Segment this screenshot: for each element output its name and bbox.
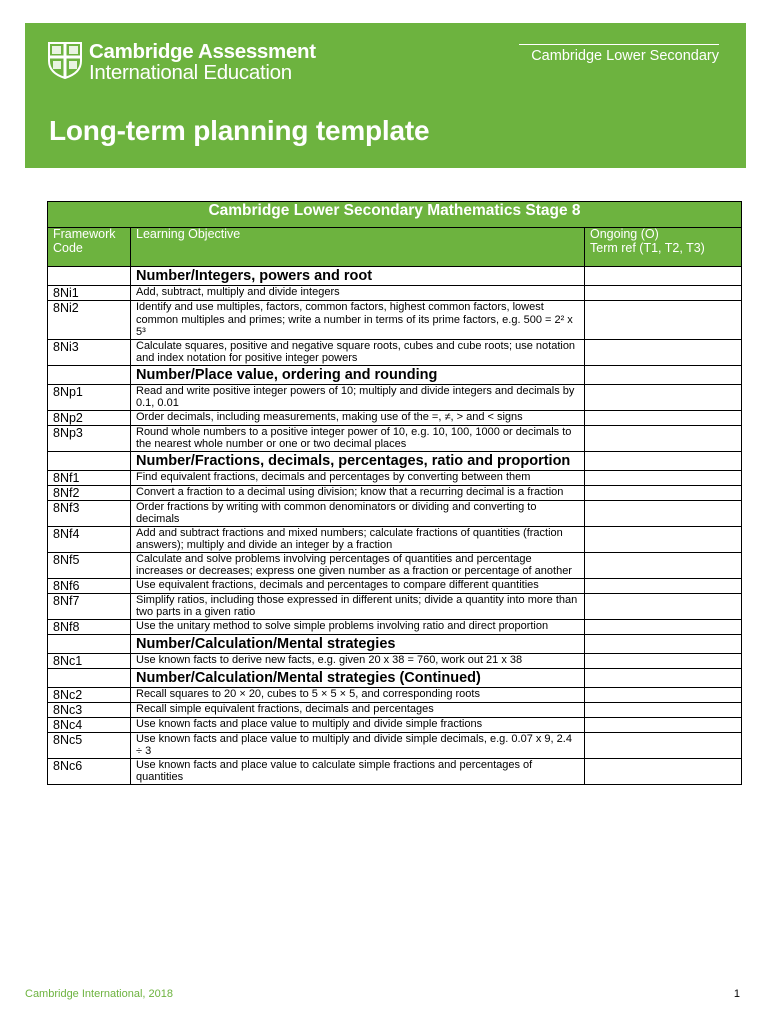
table-row [48, 687, 742, 702]
framework-code: 8Nf6 [48, 578, 131, 593]
term-ref-cell[interactable] [585, 500, 742, 526]
section-heading: Number/Place value, ordering and rounding [131, 365, 585, 384]
learning-objective: Add and subtract fractions and mixed numbers; calculate fractions of quantities (fraction answers); multiply and divide an integer by a fraction [131, 526, 585, 552]
term-ref-cell[interactable] [585, 339, 742, 365]
framework-code: 8Np1 [48, 384, 131, 410]
table-row [48, 732, 742, 758]
section-row [48, 365, 742, 384]
table-row [48, 578, 742, 593]
table-row [48, 619, 742, 634]
framework-code: 8Nf7 [48, 593, 131, 619]
table-row [48, 526, 742, 552]
header-rule [519, 44, 719, 45]
table-row [48, 593, 742, 619]
term-ref-cell[interactable] [585, 485, 742, 500]
header-ongoing-line1: Ongoing (O) [590, 227, 659, 241]
learning-objective: Recall simple equivalent fractions, decimals and percentages [131, 702, 585, 717]
section-code-cell [48, 634, 131, 653]
section-heading: Number/Integers, powers and root [131, 267, 585, 286]
table-row [48, 500, 742, 526]
table-row [48, 425, 742, 451]
learning-objective: Order fractions by writing with common denominators or dividing and converting to decimals [131, 500, 585, 526]
term-ref-cell[interactable] [585, 286, 742, 301]
term-ref-cell[interactable] [585, 717, 742, 732]
term-ref-cell[interactable] [585, 619, 742, 634]
learning-objective: Read and write positive integer powers of 10; multiply and divide integers and decimals by 0.1, 0.01 [131, 384, 585, 410]
term-ref-cell[interactable] [585, 578, 742, 593]
term-ref-cell[interactable] [585, 470, 742, 485]
learning-objective: Round whole numbers to a positive integer power of 10, e.g. 10, 100, 1000 or decimals to the nearest whole number or one or two decimal places [131, 425, 585, 451]
table-body [48, 267, 742, 785]
table-row [48, 485, 742, 500]
table-title: Cambridge Lower Secondary Mathematics Stage 8 [48, 202, 742, 228]
section-code-cell [48, 451, 131, 470]
framework-code: 8Np2 [48, 410, 131, 425]
framework-code: 8Nf4 [48, 526, 131, 552]
header-ongoing-term [585, 228, 742, 267]
header-framework-line2: Code [53, 240, 83, 255]
header-framework-line1: Framework [53, 227, 116, 241]
term-ref-cell[interactable] [585, 593, 742, 619]
table-row [48, 384, 742, 410]
page-title: Long-term planning template [49, 115, 430, 146]
framework-code: 8Nf8 [48, 619, 131, 634]
learning-objective: Calculate squares, positive and negative square roots, cubes and cube roots; use notation and index notation for positive integer powers [131, 339, 585, 365]
header-banner [25, 23, 746, 168]
term-ref-cell[interactable] [585, 758, 742, 784]
table-row [48, 470, 742, 485]
section-row [48, 451, 742, 470]
framework-code: 8Nc6 [48, 758, 131, 784]
learning-objective: Order decimals, including measurements, making use of the =, ≠, > and < signs [131, 410, 585, 425]
term-ref-cell[interactable] [585, 365, 742, 384]
section-heading: Number/Calculation/Mental strategies (Continued) [131, 668, 585, 687]
planning-table [47, 201, 742, 785]
term-ref-cell[interactable] [585, 267, 742, 286]
framework-code: 8Nc2 [48, 687, 131, 702]
footer-copyright: Cambridge International, 2018 [25, 988, 173, 1000]
header-framework-code [48, 228, 131, 267]
framework-code: 8Nf3 [48, 500, 131, 526]
learning-objective: Find equivalent fractions, decimals and percentages by converting between them [131, 470, 585, 485]
term-ref-cell[interactable] [585, 384, 742, 410]
section-row [48, 267, 742, 286]
learning-objective: Use known facts and place value to calculate simple fractions and percentages of quantities [131, 758, 585, 784]
framework-code: 8Nf1 [48, 470, 131, 485]
framework-code: 8Nc1 [48, 653, 131, 668]
logo-line1: Cambridge Assessment [89, 40, 316, 63]
term-ref-cell[interactable] [585, 687, 742, 702]
framework-code: 8Nf5 [48, 552, 131, 578]
section-heading: Number/Fractions, decimals, percentages, ratio and proportion [131, 451, 585, 470]
header-ongoing-line2: Term ref (T1, T2, T3) [590, 240, 705, 255]
cambridge-logo [47, 41, 316, 83]
framework-code: 8Nc3 [48, 702, 131, 717]
table-row [48, 410, 742, 425]
table-row [48, 653, 742, 668]
term-ref-cell[interactable] [585, 653, 742, 668]
section-row [48, 634, 742, 653]
learning-objective: Calculate and solve problems involving percentages of quantities and percentage increases or decreases; express one given number as a fraction or percentage of another [131, 552, 585, 578]
table-row [48, 717, 742, 732]
table-row [48, 758, 742, 784]
framework-code: 8Ni1 [48, 286, 131, 301]
term-ref-cell[interactable] [585, 425, 742, 451]
framework-code: 8Nf2 [48, 485, 131, 500]
learning-objective: Recall squares to 20 × 20, cubes to 5 × 5 × 5, and corresponding roots [131, 687, 585, 702]
logo-line2: International Education [89, 61, 292, 84]
table-row [48, 339, 742, 365]
learning-objective: Use known facts and place value to multiply and divide simple fractions [131, 717, 585, 732]
term-ref-cell[interactable] [585, 410, 742, 425]
framework-code: 8Np3 [48, 425, 131, 451]
term-ref-cell[interactable] [585, 668, 742, 687]
term-ref-cell[interactable] [585, 634, 742, 653]
learning-objective: Identify and use multiples, factors, common factors, highest common factors, lowest common multiples and primes; write a number in terms of its prime factors, e.g. 500 = 2² x 5³ [131, 301, 585, 340]
section-heading: Number/Calculation/Mental strategies [131, 634, 585, 653]
term-ref-cell[interactable] [585, 732, 742, 758]
table-row [48, 552, 742, 578]
table-row [48, 702, 742, 717]
term-ref-cell[interactable] [585, 451, 742, 470]
page-number: 1 [733, 988, 740, 1000]
term-ref-cell[interactable] [585, 702, 742, 717]
learning-objective: Simplify ratios, including those expressed in different units; divide a quantity into more than two parts in a given ratio [131, 593, 585, 619]
section-code-cell [48, 267, 131, 286]
crest-icon [47, 41, 83, 79]
table-row [48, 286, 742, 301]
table-row [48, 301, 742, 340]
learning-objective: Use the unitary method to solve simple problems involving ratio and direct proportion [131, 619, 585, 634]
subbrand-label: Cambridge Lower Secondary [531, 48, 719, 64]
learning-objective: Convert a fraction to a decimal using division; know that a recurring decimal is a fraction [131, 485, 585, 500]
section-row [48, 668, 742, 687]
framework-code: 8Ni3 [48, 339, 131, 365]
term-ref-cell[interactable] [585, 301, 742, 340]
framework-code: 8Ni2 [48, 301, 131, 340]
framework-code: 8Nc5 [48, 732, 131, 758]
learning-objective: Use known facts and place value to multiply and divide simple decimals, e.g. 0.07 x 9, 2.4 ÷ 3 [131, 732, 585, 758]
section-code-cell [48, 668, 131, 687]
section-code-cell [48, 365, 131, 384]
learning-objective: Use equivalent fractions, decimals and percentages to compare different quantities [131, 578, 585, 593]
header-learning-objective: Learning Objective [131, 228, 585, 267]
term-ref-cell[interactable] [585, 552, 742, 578]
framework-code: 8Nc4 [48, 717, 131, 732]
term-ref-cell[interactable] [585, 526, 742, 552]
learning-objective: Use known facts to derive new facts, e.g. given 20 x 38 = 760, work out 21 x 38 [131, 653, 585, 668]
learning-objective: Add, subtract, multiply and divide integers [131, 286, 585, 301]
